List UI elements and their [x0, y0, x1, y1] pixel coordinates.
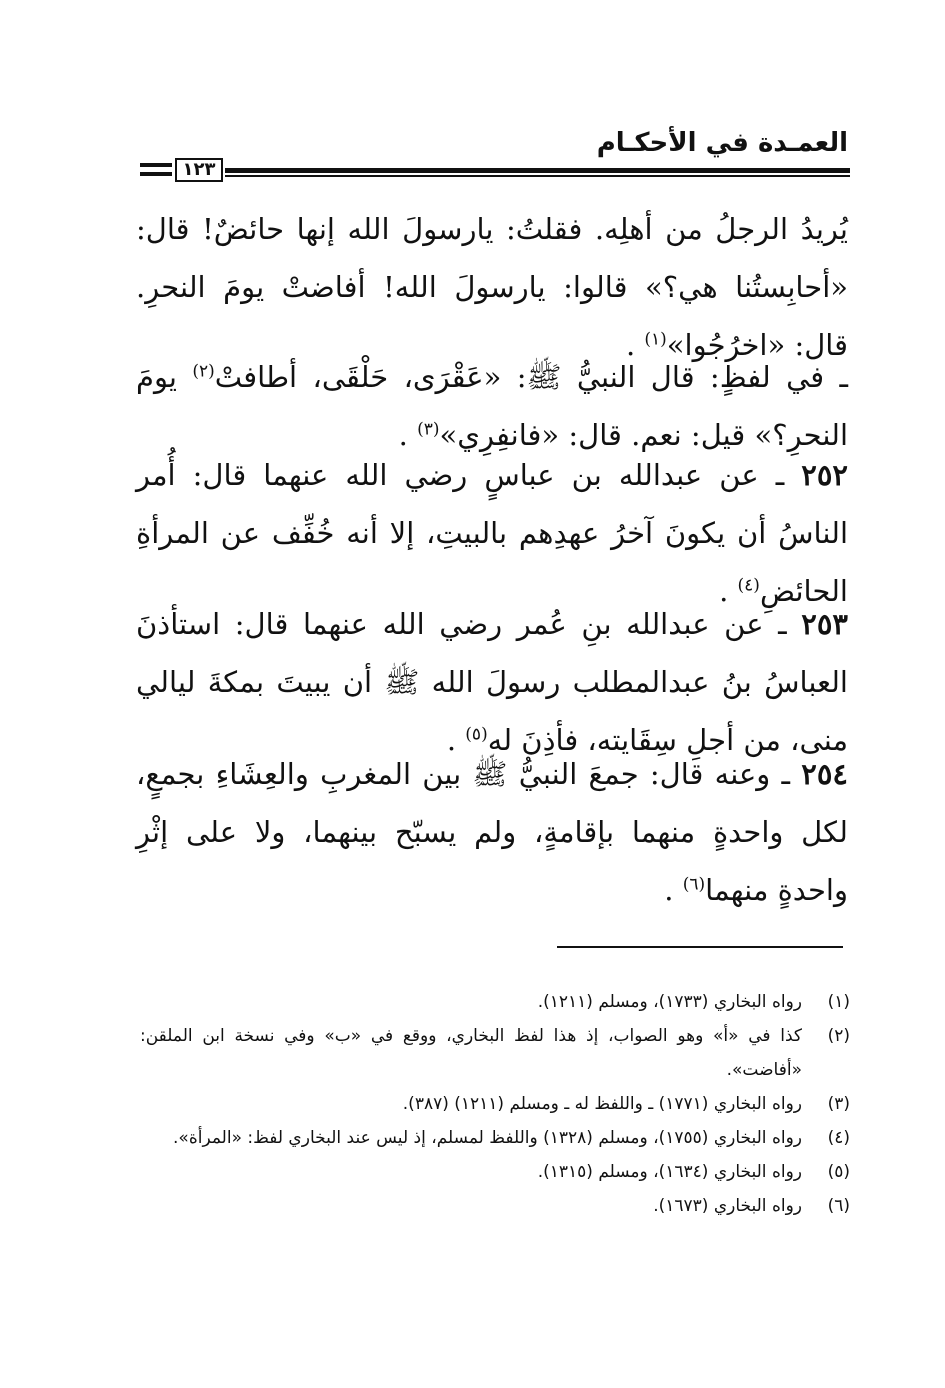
footnote-number: (٥): [827, 1162, 850, 1182]
page-number: ١٢٣: [175, 158, 223, 182]
footnote-ref: (٦): [682, 874, 706, 895]
footnote-text: رواه البخاري (١٧٣٣)، ومسلم (١٢١١).: [537, 992, 802, 1012]
footnote-number: (١): [827, 992, 850, 1012]
hadith-number: ٢٥٣: [801, 607, 848, 641]
paragraph-text-cont: يومَ النحرِ؟» قيل: نعم. قال: «فانفِرِي»: [136, 360, 848, 452]
hadith-number: ٢٥٤: [801, 757, 848, 791]
hadith-text: ـ وعنه قال: جمعَ النبيُّ ﷺ بين المغربِ والعِشَاءِ بجمعٍ، لكل واحدةٍ منهما بإقامةٍ، ولم يسبّح بينهما، ولا على إثْرِ واحدةٍ منهما: [136, 757, 848, 907]
footnote-text: رواه البخاري (١٦٧٣).: [653, 1196, 802, 1216]
footnote-text: رواه البخاري (١٦٣٤)، ومسلم (١٣١٥).: [537, 1162, 802, 1182]
paragraph-text: ـ في لفظٍ: قال النبيُّ ﷺ: «عَقْرَى، حَلْقَى، أطافتْ: [214, 360, 848, 394]
page-number-rule-bottom: [140, 172, 172, 176]
footnote: [140, 985, 850, 1019]
running-header-title: العمـدة في الأحكـام: [596, 128, 848, 158]
page-number-rule-top: [140, 163, 172, 167]
footnote-ref: (٣): [417, 419, 440, 440]
paragraph-end: .: [398, 418, 408, 452]
hadith-text: ـ عن عبدالله بن عباسٍ رضي الله عنهما قال: أُمر الناسُ أن يكونَ آخرُ عهدِهم بالبيتِ، إلا أنه خُفِّف عن المرأةِ الحائضِ: [136, 458, 848, 608]
hadith-text: ـ عن عبدالله بنِ عُمر رضي الله عنهما قال: استأذنَ العباسُ بنُ عبدالمطلب رسولَ الله ﷺ أن يبيتَ بمكةَ ليالي منى، من أجلِ سِقَايته، فأذِنَ له: [136, 607, 848, 757]
paragraph-end: .: [719, 574, 729, 608]
hadith-254: [136, 745, 848, 919]
header-rule-thin: [225, 175, 850, 177]
hadith-252: [136, 446, 848, 620]
footnote-number: (٣): [827, 1094, 850, 1114]
footnote-ref: (١): [644, 329, 667, 350]
footnote: [140, 1087, 850, 1121]
footnote-separator: [557, 946, 843, 948]
footnote-text: كذا في «أ» وهو الصواب، إذ هذا لفظ البخاري، ووقع في «ب» وفي نسخة ابن الملقن: «أفاضت».: [140, 1026, 802, 1080]
footnote-number: (٦): [827, 1196, 850, 1216]
footnotes: [140, 985, 850, 1223]
footnote-number: (٢): [827, 1026, 850, 1046]
header-rule-thick: [225, 168, 850, 173]
footnote: [140, 1121, 850, 1155]
footnote: [140, 1155, 850, 1189]
paragraph-end: .: [625, 328, 636, 362]
footnote-text: رواه البخاري (١٧٧١) ـ واللفظ له ـ ومسلم (١٢١١) (٣٨٧).: [402, 1094, 802, 1114]
footnote: [140, 1189, 850, 1223]
paragraph-text: يُريدُ الرجلُ من أهلِه. فقلتُ: يارسولَ الله إنها حائضٌ! قال: «أحابِستُنا هي؟» قالوا: يارسولَ الله! أفاضتْ يومَ النحرِ. قال: «اخرُجُوا»: [136, 212, 848, 362]
hadith-number: ٢٥٢: [801, 458, 848, 492]
footnote-number: (٤): [827, 1128, 850, 1148]
footnote-text: رواه البخاري (١٧٥٥)، ومسلم (١٣٢٨) واللفظ لمسلم، إذ ليس عند البخاري لفظ: «المرأة».: [173, 1128, 802, 1148]
footnote: [140, 1019, 850, 1087]
footnote-ref: (٤): [737, 575, 760, 596]
hadith-253: [136, 595, 848, 769]
footnote-ref: (٢): [192, 361, 215, 382]
paragraph-end: .: [664, 873, 674, 907]
paragraph-end: .: [446, 723, 457, 757]
footnote-ref: (٥): [465, 724, 488, 745]
